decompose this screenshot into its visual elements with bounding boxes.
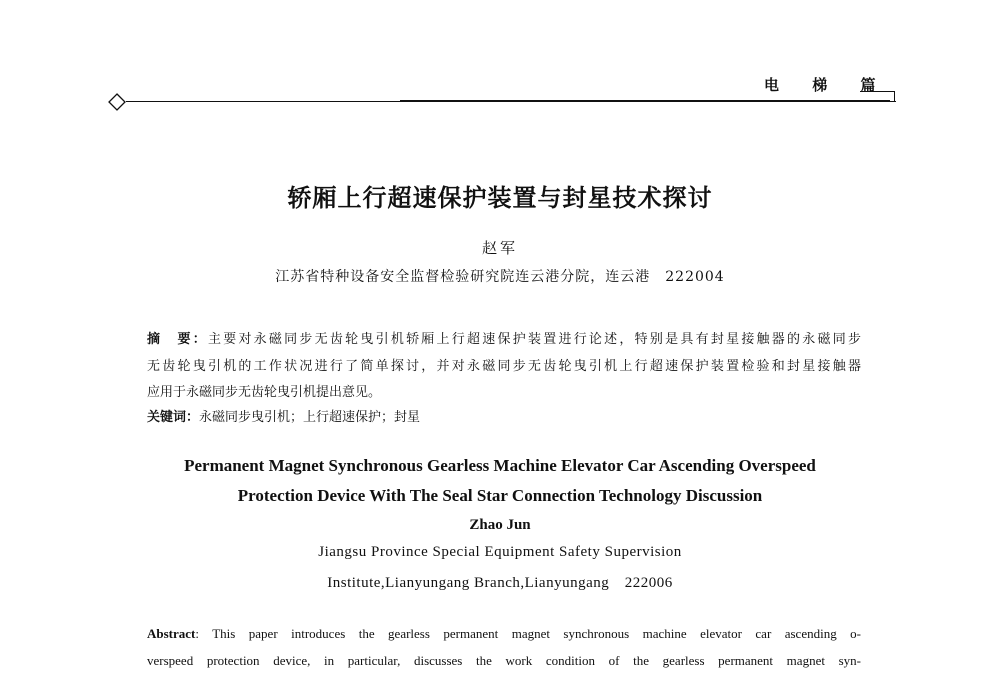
affiliation-en-line-1: Jiangsu Province Special Equipment Safety Supervision [318,544,682,560]
article-title-cn: 轿厢上行超速保护装置与封星技术探讨 [287,183,713,212]
abstract-cn-label: 摘 要： [147,332,208,347]
author-en: Zhao Jun [469,517,531,533]
affiliation-en-line-2: Institute,Lianyungang Branch,Lianyungang 222006 [327,575,673,591]
header-tab [860,91,895,102]
abstract-en-text: : This paper introduces the gearless permanent magnet synchronous machine elevator car ascending o- [195,626,861,641]
diamond-icon [108,93,126,111]
abstract-cn-line-2: 无齿轮曳引机的工作状况进行了简单探讨，并对永磁同步无齿轮曳引机上行超速保护装置检验和封星接触器 [147,359,861,374]
header-rule-thick [400,100,890,102]
abstract-cn-text: 主要对永磁同步无齿轮曳引机轿厢上行超速保护装置进行论述，特别是具有封星接触器的永磁同步 [207,332,861,347]
abstract-en-label: Abstract [147,626,196,641]
abstract-cn-line-1 [147,333,861,346]
keywords-cn-text: 永磁同步曳引机；上行超速保护；封星 [199,410,421,425]
abstract-en-line-2: verspeed protection device, in particular, discusses the work condition of the gearless permanent magnet syn- [147,653,861,668]
article-title-en-line-1: Permanent Magnet Synchronous Gearless Machine Elevator Car Ascending Overspeed [184,456,816,475]
keywords-cn-label: 关键词： [147,410,200,425]
affiliation-cn: 江苏省特种设备安全监督检验研究院连云港分院，连云港 222004 [275,269,725,285]
article-title-en-line-2: Protection Device With The Seal Star Connection Technology Discussion [237,486,763,505]
section-label: 电 梯 篇 [764,76,890,94]
author-cn: 赵军 [481,239,518,257]
keywords-cn [147,411,861,424]
abstract-cn-line-3: 应用于永磁同步无齿轮曳引机提出意见。 [147,385,382,400]
abstract-en-line-1 [147,626,861,642]
